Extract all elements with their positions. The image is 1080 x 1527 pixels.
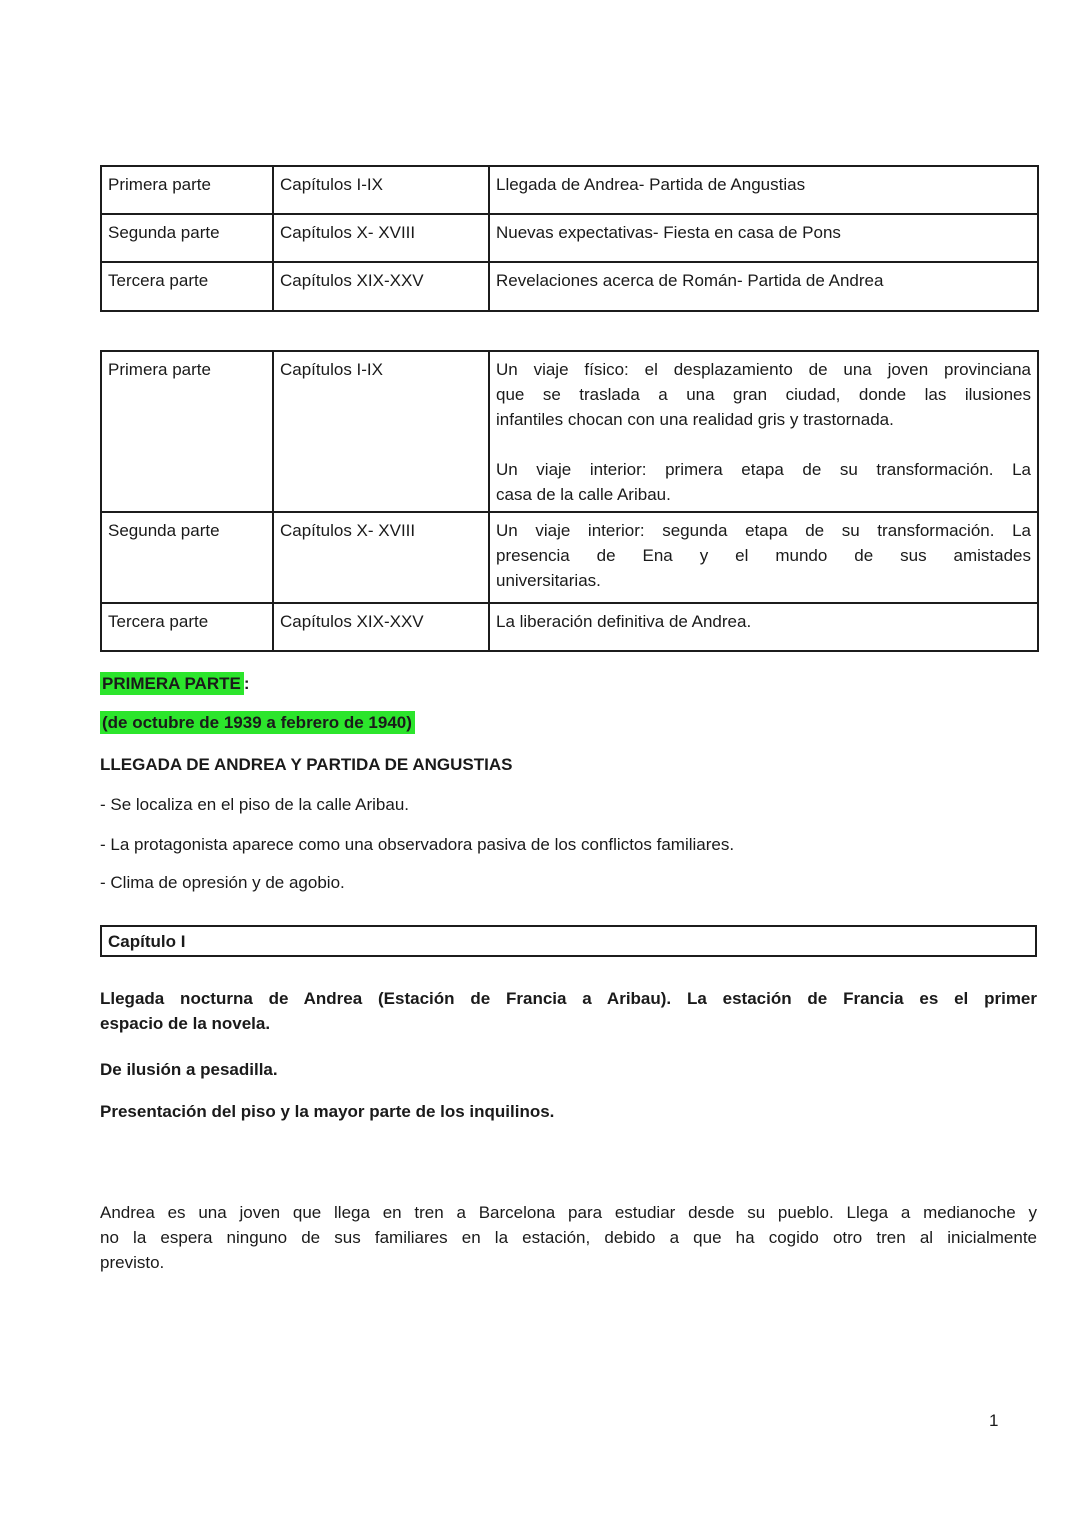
part-title-colon: :	[243, 674, 250, 693]
table-row	[101, 214, 1038, 262]
text-line: Llegada nocturna de Andrea (Estación de Francia a Aribau). La estación de Francia es el primer	[100, 989, 1037, 1008]
text-line: espacio de la novela.	[100, 1014, 271, 1033]
table-cell-part: Primera parte	[101, 166, 273, 214]
description-paragraph	[496, 457, 1031, 507]
table-cell-part: Tercera parte	[101, 603, 273, 651]
bullet-item: - Se localiza en el piso de la calle Aribau.	[100, 795, 410, 814]
table-cell-chapters: Capítulos XIX-XXV	[273, 603, 489, 651]
table-cell-description	[489, 603, 1038, 651]
table-cell-part: Tercera parte	[101, 262, 273, 311]
chapter-title-box	[100, 925, 1037, 957]
table-cell-description	[489, 351, 1038, 512]
text-line: universitarias.	[496, 571, 601, 590]
bold-paragraph	[100, 986, 1037, 1036]
table-cell-part: Segunda parte	[101, 512, 273, 603]
bullet-item: - Clima de opresión y de agobio.	[100, 873, 345, 892]
date-range-heading	[100, 710, 1037, 735]
table-cell-summary: Llegada de Andrea- Partida de Angustias	[489, 166, 1038, 214]
table-cell-chapters: Capítulos X- XVIII	[273, 512, 489, 603]
text-line: previsto.	[100, 1253, 165, 1272]
bold-paragraph: De ilusión a pesadilla.	[100, 1060, 278, 1079]
table-cell-summary: Revelaciones acerca de Román- Partida de Andrea	[489, 262, 1038, 311]
table-row	[101, 351, 1038, 512]
description-paragraph	[496, 518, 1031, 593]
text-line: infantiles chocan con una realidad gris y trastornada.	[496, 410, 894, 429]
table-cell-summary: Nuevas expectativas- Fiesta en casa de Pons	[489, 214, 1038, 262]
text-line: Un viaje interior: segunda etapa de su transformación. La	[496, 521, 1031, 540]
text-line: Un viaje interior: primera etapa de su transformación. La	[496, 460, 1031, 479]
text-line: La liberación definitiva de Andrea.	[496, 612, 752, 631]
text-line: casa de la calle Aribau.	[496, 485, 671, 504]
body-paragraph	[100, 1200, 1037, 1275]
table-cell-chapters: Capítulos I-IX	[273, 166, 489, 214]
text-line: no la espera ninguno de sus familiares en la estación, debido a que ha cogido otro tren al inicialmente	[100, 1228, 1037, 1247]
text-line: que se traslada a una gran ciudad, donde las ilusiones	[496, 385, 1031, 404]
table-row	[101, 603, 1038, 651]
table-row	[101, 262, 1038, 311]
part-title-heading	[100, 671, 1037, 696]
description-paragraph	[496, 357, 1031, 432]
bold-paragraph: Presentación del piso y la mayor parte de los inquilinos.	[100, 1102, 555, 1121]
table-row	[101, 166, 1038, 214]
table-row	[101, 512, 1038, 603]
table-cell-chapters: Capítulos X- XVIII	[273, 214, 489, 262]
text-line: presencia de Ena y el mundo de sus amistades	[496, 546, 1031, 565]
part-title-highlight: PRIMERA PARTE	[100, 672, 244, 695]
parts-detail-table	[100, 350, 1039, 652]
chapter-title: Capítulo I	[108, 932, 186, 951]
table-cell-chapters: Capítulos I-IX	[273, 351, 489, 512]
page-number: 1	[989, 1411, 999, 1430]
parts-overview-table	[100, 165, 1039, 312]
table-cell-chapters: Capítulos XIX-XXV	[273, 262, 489, 311]
section-subtitle: LLEGADA DE ANDREA Y PARTIDA DE ANGUSTIAS	[100, 755, 513, 774]
bullet-item: - La protagonista aparece como una observadora pasiva de los conflictos familiares.	[100, 835, 735, 854]
description-paragraph	[496, 609, 1031, 634]
text-line: Un viaje físico: el desplazamiento de una joven provinciana	[496, 360, 1031, 379]
table-cell-part: Segunda parte	[101, 214, 273, 262]
table-cell-part: Primera parte	[101, 351, 273, 512]
text-line: Andrea es una joven que llega en tren a Barcelona para estudiar desde su pueblo. Llega a medianoche y	[100, 1203, 1037, 1222]
table-cell-description	[489, 512, 1038, 603]
date-range-highlight: (de octubre de 1939 a febrero de 1940)	[100, 711, 415, 734]
